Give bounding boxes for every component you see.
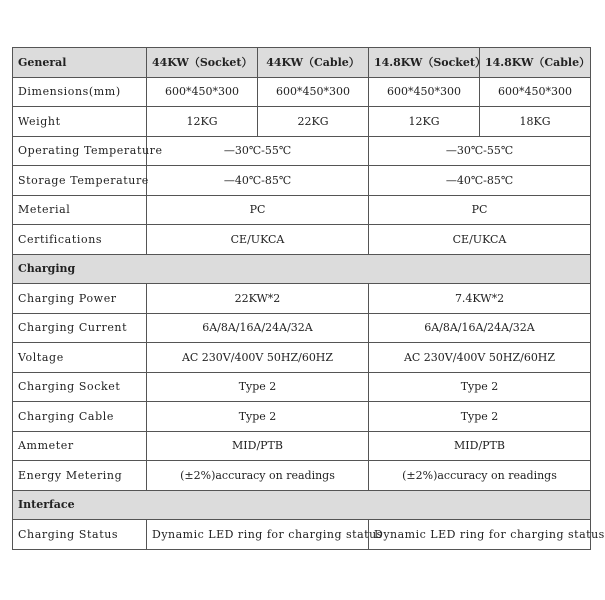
cell-value: 600*450*300 <box>258 77 369 107</box>
cell-value: 600*450*300 <box>480 77 591 107</box>
section-title: Charging <box>13 254 591 284</box>
row-label: Certifications <box>13 225 147 255</box>
cell-value: 6A/8A/16A/24A/32A <box>369 313 591 343</box>
table-row <box>13 77 591 107</box>
cell-value: (±2%)accuracy on readings <box>369 461 591 491</box>
row-label: Energy Metering <box>13 461 147 491</box>
table-row <box>13 225 591 255</box>
cell-value: —40℃-85℃ <box>147 166 369 196</box>
cell-value: Dynamic LED ring for charging status <box>369 520 591 550</box>
cell-value: Type 2 <box>147 402 369 432</box>
cell-value: 600*450*300 <box>369 77 480 107</box>
column-header: 14.8KW（Cable） <box>480 48 591 78</box>
column-header: 44KW（Socket） <box>147 48 258 78</box>
column-header: 14.8KW（Socket） <box>369 48 480 78</box>
cell-value: 7.4KW*2 <box>369 284 591 314</box>
cell-value: 600*450*300 <box>147 77 258 107</box>
cell-value: 18KG <box>480 107 591 137</box>
row-label: Dimensions(mm) <box>13 77 147 107</box>
cell-value: CE/UKCA <box>147 225 369 255</box>
row-label: Charging Current <box>13 313 147 343</box>
cell-value: CE/UKCA <box>369 225 591 255</box>
row-label: Voltage <box>13 343 147 373</box>
section-charging-header <box>13 254 591 284</box>
table-row <box>13 402 591 432</box>
row-label: Weight <box>13 107 147 137</box>
column-header: 44KW（Cable） <box>258 48 369 78</box>
section-title: Interface <box>13 490 591 520</box>
cell-value: —30℃-55℃ <box>147 136 369 166</box>
table-row <box>13 372 591 402</box>
cell-value: 22KW*2 <box>147 284 369 314</box>
row-label: Charging Status <box>13 520 147 550</box>
cell-value: —40℃-85℃ <box>369 166 591 196</box>
row-label: Charging Socket <box>13 372 147 402</box>
cell-value: —30℃-55℃ <box>369 136 591 166</box>
row-label: Meterial <box>13 195 147 225</box>
cell-value: 12KG <box>369 107 480 137</box>
cell-value: 6A/8A/16A/24A/32A <box>147 313 369 343</box>
cell-value: Type 2 <box>369 372 591 402</box>
cell-value: AC 230V/400V 50HZ/60HZ <box>147 343 369 373</box>
row-label: Ammeter <box>13 431 147 461</box>
table-row <box>13 107 591 137</box>
section-interface-header <box>13 490 591 520</box>
cell-value: PC <box>369 195 591 225</box>
cell-value: MID/PTB <box>147 431 369 461</box>
table-row <box>13 195 591 225</box>
row-label: Charging Power <box>13 284 147 314</box>
cell-value: MID/PTB <box>369 431 591 461</box>
cell-value: Type 2 <box>369 402 591 432</box>
table-row <box>13 166 591 196</box>
cell-value: AC 230V/400V 50HZ/60HZ <box>369 343 591 373</box>
row-label: Operating Temperature <box>13 136 147 166</box>
cell-value: PC <box>147 195 369 225</box>
table-row <box>13 313 591 343</box>
section-title: General <box>13 48 147 78</box>
row-label: Charging Cable <box>13 402 147 432</box>
table-row <box>13 520 591 550</box>
cell-value: 12KG <box>147 107 258 137</box>
section-general-header <box>13 48 591 78</box>
table-row <box>13 431 591 461</box>
cell-value: Dynamic LED ring for charging status <box>147 520 369 550</box>
cell-value: 22KG <box>258 107 369 137</box>
spec-table <box>12 47 605 550</box>
table-row <box>13 343 591 373</box>
table-row <box>13 284 591 314</box>
cell-value: (±2%)accuracy on readings <box>147 461 369 491</box>
row-label: Storage Temperature <box>13 166 147 196</box>
table-row <box>13 136 591 166</box>
cell-value: Type 2 <box>147 372 369 402</box>
table-row <box>13 461 591 491</box>
